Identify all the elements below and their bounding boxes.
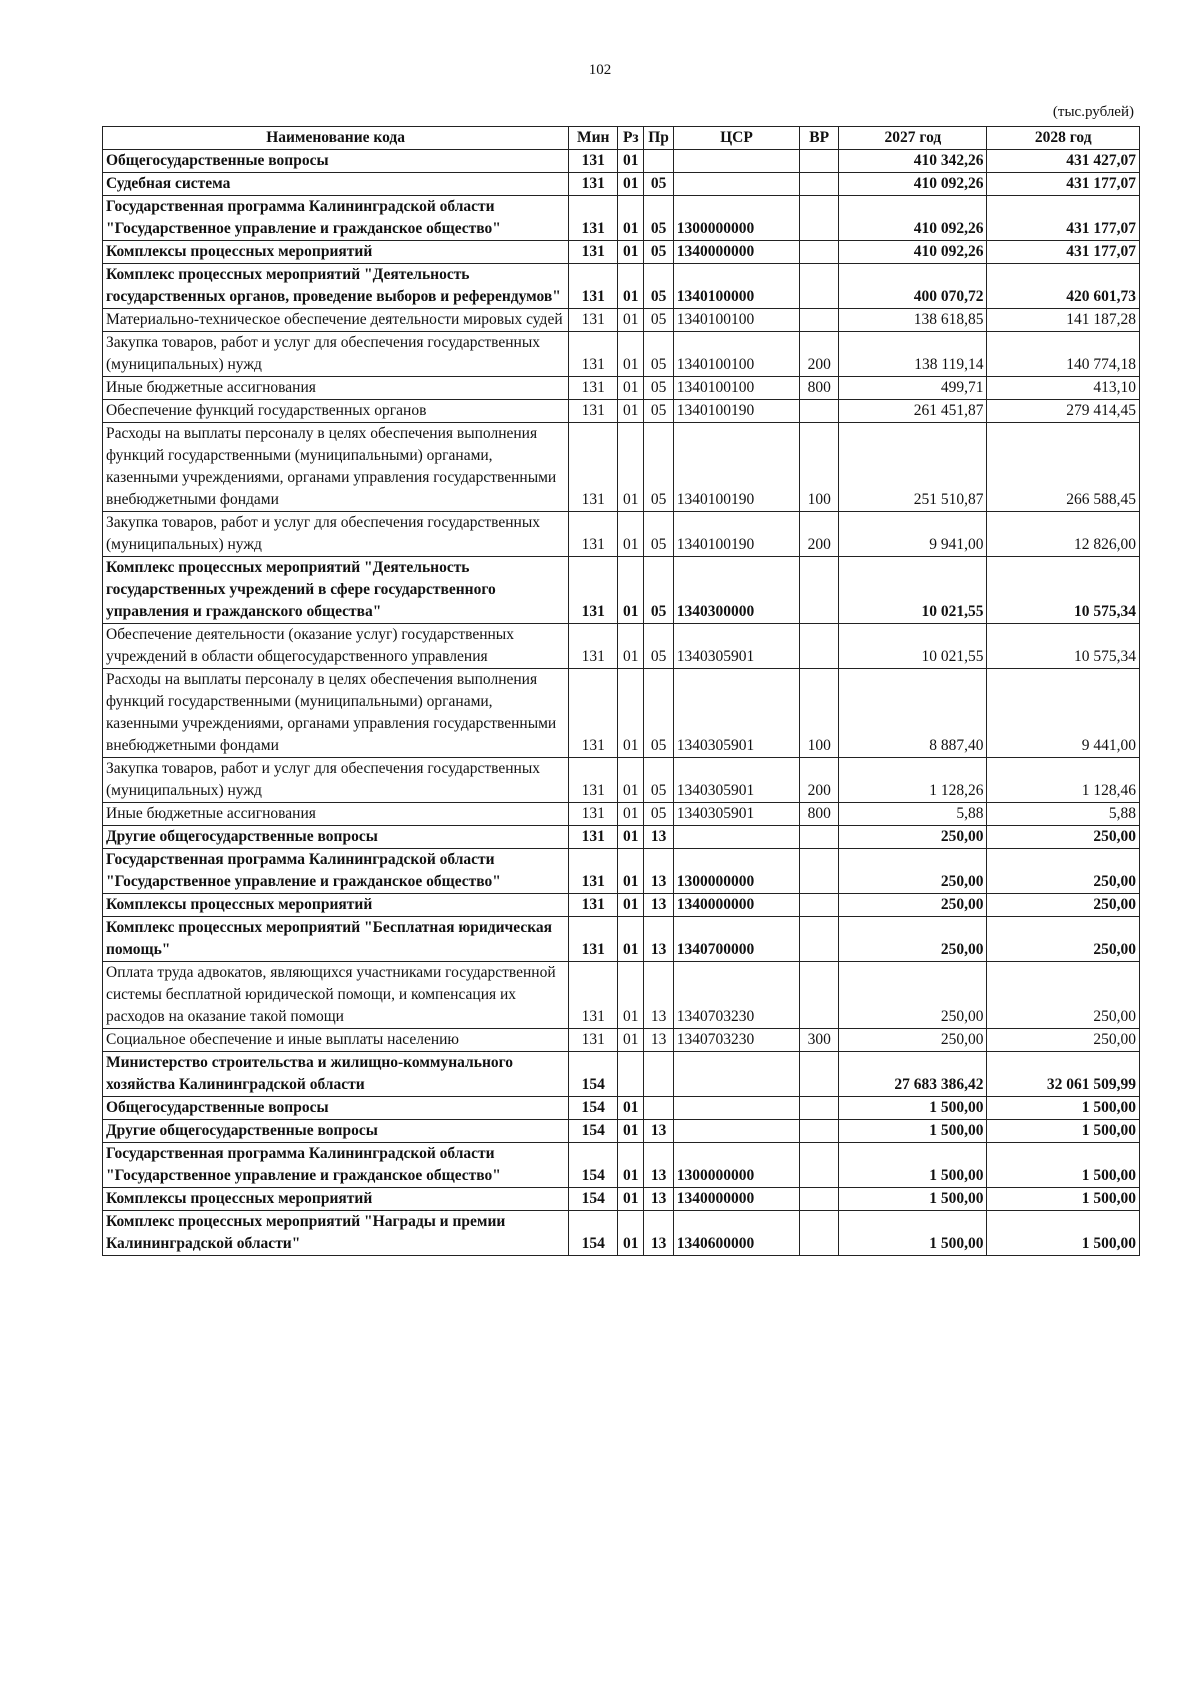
row-2028: 10 575,34 — [987, 557, 1140, 624]
row-name: Закупка товаров, работ и услуг для обеспечения государственных (муниципальных) нужд — [103, 332, 569, 377]
row-2028: 12 826,00 — [987, 512, 1140, 557]
row-rz: 01 — [618, 1143, 644, 1188]
row-vr: 800 — [800, 803, 839, 826]
row-2027: 5,88 — [839, 803, 987, 826]
row-min: 131 — [569, 962, 618, 1029]
row-csr: 1340300000 — [673, 557, 799, 624]
row-pr: 13 — [644, 962, 673, 1029]
row-rz: 01 — [618, 894, 644, 917]
row-min: 154 — [569, 1211, 618, 1256]
row-rz: 01 — [618, 1211, 644, 1256]
row-rz: 01 — [618, 917, 644, 962]
row-2028: 431 177,07 — [987, 196, 1140, 241]
row-min: 131 — [569, 917, 618, 962]
row-rz — [618, 1052, 644, 1097]
row-pr — [644, 150, 673, 173]
row-pr: 13 — [644, 1211, 673, 1256]
row-vr — [800, 1188, 839, 1211]
row-vr — [800, 1143, 839, 1188]
table-row — [103, 1188, 1140, 1211]
table-row — [103, 1211, 1140, 1256]
row-2028: 9 441,00 — [987, 669, 1140, 758]
row-2028: 141 187,28 — [987, 309, 1140, 332]
row-2027: 1 128,26 — [839, 758, 987, 803]
row-csr: 1340703230 — [673, 962, 799, 1029]
row-vr — [800, 400, 839, 423]
row-csr: 1340100190 — [673, 400, 799, 423]
row-name: Оплата труда адвокатов, являющихся участниками государственной системы бесплатной юридической помощи, и компенсация их расходов на оказание такой помощи — [103, 962, 569, 1029]
row-min: 131 — [569, 803, 618, 826]
row-min: 131 — [569, 849, 618, 894]
row-min: 154 — [569, 1120, 618, 1143]
row-name: Государственная программа Калининградской области "Государственное управление и гражданское общество" — [103, 1143, 569, 1188]
row-min: 131 — [569, 173, 618, 196]
row-csr — [673, 1052, 799, 1097]
row-2027: 1 500,00 — [839, 1188, 987, 1211]
row-pr: 13 — [644, 1188, 673, 1211]
table-header-row — [103, 127, 1140, 150]
row-2028: 250,00 — [987, 894, 1140, 917]
row-2028: 279 414,45 — [987, 400, 1140, 423]
row-2027: 410 092,26 — [839, 241, 987, 264]
row-rz: 01 — [618, 377, 644, 400]
row-2028: 250,00 — [987, 1029, 1140, 1052]
row-vr — [800, 196, 839, 241]
row-rz: 01 — [618, 241, 644, 264]
row-name: Материально-техническое обеспечение деятельности мировых судей — [103, 309, 569, 332]
row-pr: 13 — [644, 826, 673, 849]
row-name: Общегосударственные вопросы — [103, 150, 569, 173]
row-rz: 01 — [618, 624, 644, 669]
row-pr — [644, 1097, 673, 1120]
row-2027: 1 500,00 — [839, 1211, 987, 1256]
row-2027: 10 021,55 — [839, 557, 987, 624]
row-2028: 1 128,46 — [987, 758, 1140, 803]
header-pr: Пр — [644, 127, 673, 150]
row-min: 131 — [569, 826, 618, 849]
row-pr: 13 — [644, 917, 673, 962]
page-number: 102 — [588, 62, 612, 78]
row-vr — [800, 1097, 839, 1120]
table-row — [103, 1143, 1140, 1188]
row-min: 131 — [569, 241, 618, 264]
row-2028: 1 500,00 — [987, 1211, 1140, 1256]
row-min: 154 — [569, 1188, 618, 1211]
row-2027: 1 500,00 — [839, 1120, 987, 1143]
row-2028: 10 575,34 — [987, 624, 1140, 669]
row-csr: 1300000000 — [673, 196, 799, 241]
row-2028: 266 588,45 — [987, 423, 1140, 512]
row-pr: 05 — [644, 400, 673, 423]
row-pr: 05 — [644, 173, 673, 196]
row-pr: 05 — [644, 423, 673, 512]
row-2028: 250,00 — [987, 849, 1140, 894]
row-rz: 01 — [618, 423, 644, 512]
header-name: Наименование кода — [103, 127, 569, 150]
row-min: 154 — [569, 1143, 618, 1188]
row-pr: 13 — [644, 1143, 673, 1188]
row-name: Комплексы процессных мероприятий — [103, 1188, 569, 1211]
row-csr — [673, 826, 799, 849]
row-rz: 01 — [618, 400, 644, 423]
row-name: Обеспечение деятельности (оказание услуг) государственных учреждений в области общегосударственного управления — [103, 624, 569, 669]
row-vr — [800, 624, 839, 669]
row-rz: 01 — [618, 669, 644, 758]
table-row — [103, 512, 1140, 557]
row-vr — [800, 1052, 839, 1097]
table-row — [103, 826, 1140, 849]
table-row — [103, 1029, 1140, 1052]
header-2027: 2027 год — [839, 127, 987, 150]
row-2027: 250,00 — [839, 1029, 987, 1052]
row-name: Комплекс процессных мероприятий "Деятельность государственных учреждений в сфере государственного управления и гражданского общества" — [103, 557, 569, 624]
row-csr: 1340100100 — [673, 377, 799, 400]
row-pr: 05 — [644, 557, 673, 624]
row-vr: 200 — [800, 512, 839, 557]
row-pr: 05 — [644, 196, 673, 241]
table-row — [103, 624, 1140, 669]
table-row — [103, 377, 1140, 400]
row-csr — [673, 150, 799, 173]
row-name: Комплексы процессных мероприятий — [103, 241, 569, 264]
row-2027: 250,00 — [839, 849, 987, 894]
row-2027: 1 500,00 — [839, 1143, 987, 1188]
row-vr: 800 — [800, 377, 839, 400]
table-row — [103, 1052, 1140, 1097]
row-min: 131 — [569, 624, 618, 669]
row-vr: 300 — [800, 1029, 839, 1052]
row-csr: 1340100100 — [673, 332, 799, 377]
row-min: 131 — [569, 264, 618, 309]
table-row — [103, 196, 1140, 241]
table-row — [103, 849, 1140, 894]
row-rz: 01 — [618, 803, 644, 826]
row-2027: 9 941,00 — [839, 512, 987, 557]
table-row — [103, 758, 1140, 803]
row-pr: 05 — [644, 309, 673, 332]
row-min: 131 — [569, 894, 618, 917]
table-row — [103, 173, 1140, 196]
row-2028: 413,10 — [987, 377, 1140, 400]
row-csr: 1340600000 — [673, 1211, 799, 1256]
row-name: Государственная программа Калининградской области "Государственное управление и гражданское общество" — [103, 196, 569, 241]
row-vr: 200 — [800, 758, 839, 803]
row-min: 131 — [569, 669, 618, 758]
row-rz: 01 — [618, 1029, 644, 1052]
row-vr — [800, 826, 839, 849]
row-csr: 1300000000 — [673, 1143, 799, 1188]
row-vr: 200 — [800, 332, 839, 377]
row-2027: 400 070,72 — [839, 264, 987, 309]
row-pr — [644, 1052, 673, 1097]
row-2027: 250,00 — [839, 894, 987, 917]
row-min: 131 — [569, 557, 618, 624]
row-pr: 13 — [644, 894, 673, 917]
header-rz: Рз — [618, 127, 644, 150]
row-pr: 05 — [644, 624, 673, 669]
row-rz: 01 — [618, 826, 644, 849]
row-min: 131 — [569, 400, 618, 423]
row-2027: 138 119,14 — [839, 332, 987, 377]
row-2028: 1 500,00 — [987, 1143, 1140, 1188]
row-vr — [800, 150, 839, 173]
table-row — [103, 557, 1140, 624]
row-csr: 1340100000 — [673, 264, 799, 309]
row-pr: 05 — [644, 669, 673, 758]
row-2028: 5,88 — [987, 803, 1140, 826]
row-2027: 138 618,85 — [839, 309, 987, 332]
row-min: 131 — [569, 423, 618, 512]
row-vr — [800, 173, 839, 196]
row-2028: 431 177,07 — [987, 241, 1140, 264]
row-csr: 1340703230 — [673, 1029, 799, 1052]
table-body — [103, 150, 1140, 1256]
row-pr: 05 — [644, 512, 673, 557]
row-2027: 251 510,87 — [839, 423, 987, 512]
row-csr: 1340100190 — [673, 423, 799, 512]
row-csr: 1340000000 — [673, 241, 799, 264]
row-vr — [800, 309, 839, 332]
table-row — [103, 962, 1140, 1029]
row-2028: 1 500,00 — [987, 1188, 1140, 1211]
row-rz: 01 — [618, 758, 644, 803]
header-csr: ЦСР — [673, 127, 799, 150]
row-csr: 1340000000 — [673, 1188, 799, 1211]
row-name: Иные бюджетные ассигнования — [103, 377, 569, 400]
row-2028: 250,00 — [987, 917, 1140, 962]
row-name: Общегосударственные вопросы — [103, 1097, 569, 1120]
row-csr: 1340305901 — [673, 669, 799, 758]
row-pr: 05 — [644, 241, 673, 264]
table-row — [103, 1097, 1140, 1120]
row-name: Другие общегосударственные вопросы — [103, 1120, 569, 1143]
row-csr: 1340000000 — [673, 894, 799, 917]
row-min: 154 — [569, 1052, 618, 1097]
table-row — [103, 1120, 1140, 1143]
table-row — [103, 400, 1140, 423]
row-vr — [800, 917, 839, 962]
row-name: Другие общегосударственные вопросы — [103, 826, 569, 849]
row-name: Министерство строительства и жилищно-коммунального хозяйства Калининградской области — [103, 1052, 569, 1097]
row-2027: 410 342,26 — [839, 150, 987, 173]
row-2028: 32 061 509,99 — [987, 1052, 1140, 1097]
table-row — [103, 894, 1140, 917]
row-2027: 410 092,26 — [839, 196, 987, 241]
row-rz: 01 — [618, 196, 644, 241]
row-csr — [673, 173, 799, 196]
row-2028: 250,00 — [987, 962, 1140, 1029]
row-min: 131 — [569, 309, 618, 332]
row-name: Комплекс процессных мероприятий "Деятельность государственных органов, проведение выборов и референдумов" — [103, 264, 569, 309]
row-rz: 01 — [618, 962, 644, 1029]
row-vr — [800, 241, 839, 264]
row-csr: 1300000000 — [673, 849, 799, 894]
header-min: Мин — [569, 127, 618, 150]
row-2027: 250,00 — [839, 917, 987, 962]
row-vr — [800, 962, 839, 1029]
row-pr: 05 — [644, 758, 673, 803]
row-min: 131 — [569, 758, 618, 803]
row-name: Закупка товаров, работ и услуг для обеспечения государственных (муниципальных) нужд — [103, 758, 569, 803]
row-vr — [800, 557, 839, 624]
row-2027: 250,00 — [839, 962, 987, 1029]
row-2027: 27 683 386,42 — [839, 1052, 987, 1097]
row-2027: 250,00 — [839, 826, 987, 849]
table-row — [103, 803, 1140, 826]
row-pr: 05 — [644, 332, 673, 377]
row-name: Расходы на выплаты персоналу в целях обеспечения выполнения функций государственными (муниципальными) органами, казенными учреждениями, органами управления государственными внебюджетными фондами — [103, 669, 569, 758]
row-2028: 420 601,73 — [987, 264, 1140, 309]
row-csr: 1340700000 — [673, 917, 799, 962]
row-name: Комплекс процессных мероприятий "Награды и премии Калининградской области" — [103, 1211, 569, 1256]
row-min: 131 — [569, 150, 618, 173]
row-name: Расходы на выплаты персоналу в целях обеспечения выполнения функций государственными (муниципальными) органами, казенными учреждениями, органами управления государственными внебюджетными фондами — [103, 423, 569, 512]
row-min: 131 — [569, 332, 618, 377]
row-pr: 13 — [644, 1029, 673, 1052]
row-rz: 01 — [618, 150, 644, 173]
row-csr: 1340305901 — [673, 803, 799, 826]
row-rz: 01 — [618, 309, 644, 332]
units-label: (тыс.рублей) — [1052, 104, 1134, 120]
row-name: Государственная программа Калининградской области "Государственное управление и гражданское общество" — [103, 849, 569, 894]
row-rz: 01 — [618, 332, 644, 377]
row-2028: 1 500,00 — [987, 1097, 1140, 1120]
row-name: Социальное обеспечение и иные выплаты населению — [103, 1029, 569, 1052]
table-row — [103, 917, 1140, 962]
row-min: 131 — [569, 377, 618, 400]
table-row — [103, 264, 1140, 309]
row-pr: 05 — [644, 377, 673, 400]
row-rz: 01 — [618, 1120, 644, 1143]
row-pr: 05 — [644, 803, 673, 826]
row-min: 154 — [569, 1097, 618, 1120]
row-name: Комплекс процессных мероприятий "Бесплатная юридическая помощь" — [103, 917, 569, 962]
row-vr — [800, 849, 839, 894]
row-pr: 05 — [644, 264, 673, 309]
header-2028: 2028 год — [987, 127, 1140, 150]
row-rz: 01 — [618, 557, 644, 624]
row-2028: 431 177,07 — [987, 173, 1140, 196]
row-name: Иные бюджетные ассигнования — [103, 803, 569, 826]
row-2027: 261 451,87 — [839, 400, 987, 423]
table-row — [103, 150, 1140, 173]
row-name: Судебная система — [103, 173, 569, 196]
table-row — [103, 309, 1140, 332]
row-vr — [800, 1211, 839, 1256]
row-name: Комплексы процессных мероприятий — [103, 894, 569, 917]
row-vr: 100 — [800, 669, 839, 758]
row-vr — [800, 264, 839, 309]
row-rz: 01 — [618, 512, 644, 557]
row-2027: 1 500,00 — [839, 1097, 987, 1120]
row-rz: 01 — [618, 1188, 644, 1211]
row-csr: 1340305901 — [673, 758, 799, 803]
row-min: 131 — [569, 196, 618, 241]
row-2027: 410 092,26 — [839, 173, 987, 196]
row-vr — [800, 1120, 839, 1143]
row-name: Обеспечение функций государственных органов — [103, 400, 569, 423]
row-2027: 499,71 — [839, 377, 987, 400]
row-2028: 1 500,00 — [987, 1120, 1140, 1143]
row-2027: 8 887,40 — [839, 669, 987, 758]
row-pr: 13 — [644, 849, 673, 894]
row-csr — [673, 1120, 799, 1143]
row-rz: 01 — [618, 173, 644, 196]
row-vr — [800, 894, 839, 917]
row-csr: 1340100190 — [673, 512, 799, 557]
row-2028: 431 427,07 — [987, 150, 1140, 173]
row-2028: 250,00 — [987, 826, 1140, 849]
row-csr — [673, 1097, 799, 1120]
row-rz: 01 — [618, 264, 644, 309]
header-vr: ВР — [800, 127, 839, 150]
row-rz: 01 — [618, 1097, 644, 1120]
row-pr: 13 — [644, 1120, 673, 1143]
row-2027: 10 021,55 — [839, 624, 987, 669]
row-vr: 100 — [800, 423, 839, 512]
table-row — [103, 669, 1140, 758]
row-rz: 01 — [618, 849, 644, 894]
table-row — [103, 423, 1140, 512]
row-name: Закупка товаров, работ и услуг для обеспечения государственных (муниципальных) нужд — [103, 512, 569, 557]
row-min: 131 — [569, 1029, 618, 1052]
row-csr: 1340305901 — [673, 624, 799, 669]
table-row — [103, 332, 1140, 377]
table-row — [103, 241, 1140, 264]
budget-table — [102, 126, 1140, 1256]
row-csr: 1340100100 — [673, 309, 799, 332]
row-min: 131 — [569, 512, 618, 557]
row-2028: 140 774,18 — [987, 332, 1140, 377]
